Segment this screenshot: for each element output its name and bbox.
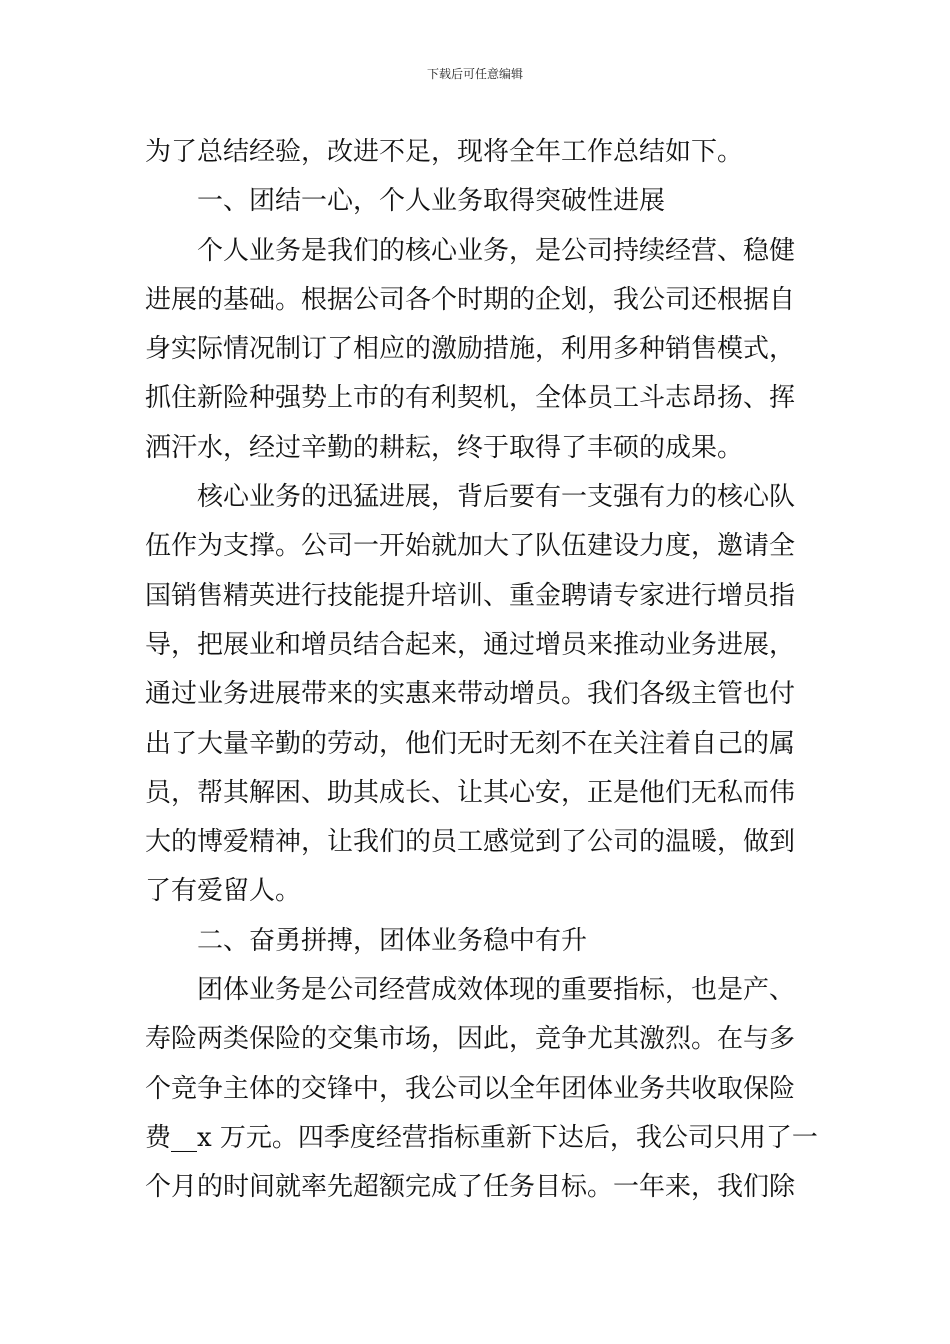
text-line: 为了总结经验，改进不足，现将全年工作总结如下。 — [145, 137, 744, 167]
paragraph-line: 费__x 万元。四季度经营指标重新下达后，我公司只用了一 — [145, 1122, 818, 1153]
paragraph-line: 寿险两类保险的交集市场，因此，竞争尤其激烈。在与多 — [145, 1024, 796, 1055]
paragraph-line: 通过业务进展带来的实惠来带动增员。我们各级主管也付 — [145, 679, 796, 710]
section-heading: 一、团结一心，个人业务取得突破性进展 — [197, 186, 666, 217]
paragraph-line: 大的博爱精神，让我们的员工感觉到了公司的温暖，做到 — [145, 827, 796, 858]
paragraph-line: 身实际情况制订了相应的激励措施，利用多种销售模式， — [145, 334, 796, 365]
paragraph-line: 出了大量辛勤的劳动，他们无时无刻不在关注着自己的属 — [145, 728, 796, 759]
page-header: 下载后可任意编辑 — [426, 67, 523, 81]
paragraph-line: 员，帮其解困、助其成长、让其心安，正是他们无私而伟 — [145, 777, 796, 808]
section-heading: 二、奋勇拼搏，团体业务稳中有升 — [197, 925, 588, 956]
paragraph-line: 了有爱留人。 — [145, 876, 302, 907]
paragraph-line: 进展的基础。根据公司各个时期的企划，我公司还根据自 — [145, 284, 796, 315]
paragraph-line: 团体业务是公司经营成效体现的重要指标，也是产、 — [197, 975, 796, 1006]
paragraph-line: 导，把展业和增员结合起来，通过增员来推动业务进展， — [145, 629, 796, 660]
document-body — [145, 128, 818, 1213]
paragraph-line: 国销售精英进行技能提升培训、重金聘请专家进行增员指 — [145, 580, 796, 611]
paragraph-line: 个竞争主体的交锋中，我公司以全年团体业务共收取保险 — [145, 1073, 796, 1104]
paragraph-line: 洒汗水，经过辛勤的耕耘，终于取得了丰硕的成果。 — [145, 432, 744, 463]
paragraph-line: 抓住新险种强势上市的有利契机，全体员工斗志昂扬、挥 — [145, 383, 796, 414]
paragraph-line: 个月的时间就率先超额完成了任务目标。一年来，我们除 — [145, 1172, 796, 1203]
paragraph-line: 个人业务是我们的核心业务，是公司持续经营、稳健 — [197, 235, 796, 266]
paragraph-line: 伍作为支撑。公司一开始就加大了队伍建设力度，邀请全 — [145, 531, 796, 562]
paragraph-line: 核心业务的迅猛进展，背后要有一支强有力的核心队 — [197, 482, 796, 513]
